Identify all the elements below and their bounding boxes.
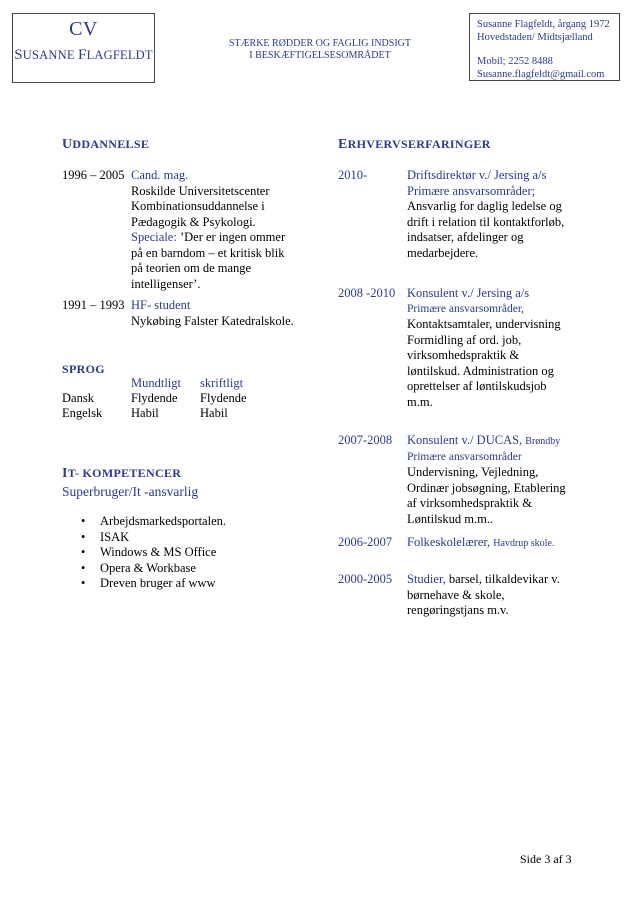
contact-region: Hovedstaden/ Midtsjælland [477,32,593,43]
tagline [205,38,435,62]
job-line: medarbejdere. [407,245,479,260]
job-title: Driftsdirektør v./ Jersing a/s [407,168,547,182]
languages-heading: SPROG [62,362,105,376]
list-item: • Dreven bruger af www [62,576,312,592]
job-line: Ordinær jobsøgning, Etablering [407,480,566,495]
job-date: 2006-2007 [338,535,393,549]
job-line: af virksomhedspraktik & [407,496,532,510]
contact-phone: Mobil; 2252 8488 [477,56,553,67]
thesis-line: intelligenser’. [131,276,201,291]
job-date: 2010- [338,168,368,182]
contact-box [469,13,620,81]
job-line: virksomhedspraktik & [407,348,520,362]
education-heading: UDDANNELSE [62,137,150,152]
it-heading: IT- KOMPETENCER [62,466,182,481]
cv-title: CV [69,18,98,40]
list-item: • Arbejdsmarkedsportalen. [62,514,312,530]
experience-heading: ERHVERVSERFARINGER [338,137,491,152]
job-line: oprettelser af løntilskudsjob [407,379,547,393]
contact-name-year: Susanne Flagfeldt, årgang 1972 [477,19,610,30]
job-date: 2007-2008 [338,433,393,447]
language-oral: Flydende [131,391,178,405]
job-line: Løntilskud m.m.. [407,511,494,526]
list-item: • ISAK [62,530,312,546]
job-line: drift i relation til kontaktforløb, [407,214,565,229]
thesis-line: på teorien om de mange [131,261,252,275]
education-line: Pædagogik & Psykologi. [131,214,256,229]
education-line: Kombinationsuddannelse i [131,199,265,213]
education-line: Nykøbing Falster Katedralskole. [131,313,294,328]
job-line: løntilskud. Administration og [407,363,554,378]
language-name: Dansk [62,391,94,405]
candidate-name: SUSANNE FLAGFELDT [14,47,153,63]
it-list [62,514,312,592]
language-written: Habil [200,406,228,420]
education-date: 1996 – 2005 [62,168,125,182]
job-subtitle: Primære ansvarsområder [407,450,522,463]
job-line: Ansvarlig for daglig ledelse og [407,199,562,213]
language-name: Engelsk [62,406,103,420]
language-oral: Habil [131,406,159,420]
tagline-line-1: STÆRKE RØDDER OG FAGLIG INDSIGT [228,38,412,49]
education-line: Roskilde Universitetscenter [131,183,270,198]
job-line: Undervisning, Vejledning, [407,465,539,479]
job-date: 2000-2005 [338,572,393,586]
tagline-line-2: I BESKÆFTIGELSESOMRÅDET [249,50,391,61]
cv-title-box [12,13,155,83]
job-title: Konsulent v./ DUCAS, Brøndby [407,433,561,447]
page-number: Side 3 af 3 [520,852,572,866]
job-line: Kontaktsamtaler, undervisning [407,317,561,331]
education-date: 1991 – 1993 [62,298,125,312]
it-subtitle: Superbruger/It -ansvarlig [62,484,199,499]
job-subtitle: Primære ansvarsområder, [407,302,525,315]
col-oral: Mundtligt [131,376,182,390]
education-title: HF- student [131,298,191,312]
languages-table [62,376,292,426]
education-title: Cand. mag. [131,168,189,182]
job-subtitle: Primære ansvarsområder; [407,183,536,198]
job-line: m.m. [407,394,433,409]
job-title: Studier, barsel, tilkaldevikar v. [407,572,560,586]
job-line: rengøringstjans m.v. [407,603,509,617]
job-date: 2008 -2010 [338,286,396,300]
list-item: • Opera & Workbase [62,561,312,577]
job-title: Folkeskolelærer, Havdrup skole. [407,535,555,549]
contact-email[interactable]: Susanne.flagfeldt@gmail.com [477,69,605,80]
job-line: Formidling af ord. job, [407,332,522,347]
list-item: • Windows & MS Office [62,545,312,561]
job-title: Konsulent v./ Jersing a/s [407,286,530,300]
job-line: indsatser, afdelinger og [407,230,524,244]
language-written: Flydende [200,391,247,405]
col-written: skriftligt [200,376,244,390]
thesis-line: på en barndom – et kritisk blik [131,245,285,260]
job-line: børnehave & skole, [407,587,505,602]
thesis-line: Speciale: ’Der er ingen ommer [131,230,286,244]
thesis-label: Speciale: [131,230,177,244]
